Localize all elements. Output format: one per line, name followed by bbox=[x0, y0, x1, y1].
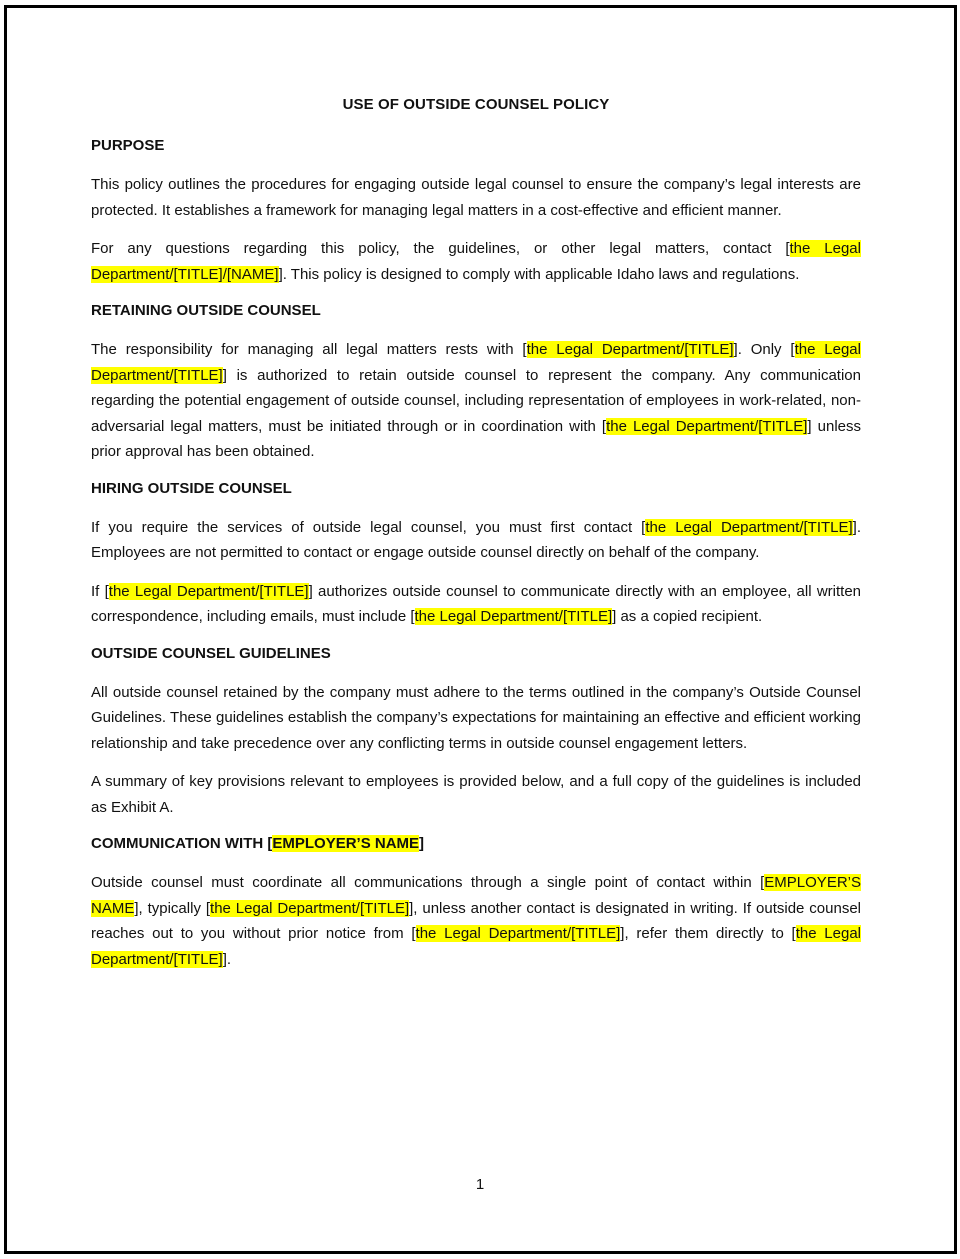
placeholder-highlight: the Legal Department/[TITLE] bbox=[414, 608, 613, 625]
placeholder-highlight: the Legal Department/[TITLE] bbox=[108, 582, 309, 600]
placeholder-highlight: the Legal Department/[TITLE] bbox=[526, 341, 734, 358]
communication-paragraph-1 bbox=[91, 870, 861, 972]
placeholder-highlight: EMPLOYER’S NAME bbox=[272, 835, 420, 852]
retaining-paragraph-1 bbox=[91, 337, 861, 465]
heading-communication-with-employer bbox=[91, 833, 861, 855]
placeholder-highlight: EMPLOYER’S NAME bbox=[91, 874, 861, 917]
heading-outside-counsel-guidelines: OUTSIDE COUNSEL GUIDELINES bbox=[91, 644, 331, 662]
purpose-paragraph-1: This policy outlines the procedures for engaging outside legal counsel to ensure the company’s legal interests are protected. It establishes a framework for managing legal matters in a cost-effective and efficient manner. bbox=[91, 176, 861, 219]
guidelines-paragraph-2: A summary of key provisions relevant to employees is provided below, and a full copy of the guidelines is included as Exhibit A. bbox=[91, 773, 861, 816]
text-run: ]. Employees are not permitted to contact or engage outside counsel directly on behalf of the company. bbox=[91, 518, 862, 561]
text-run: If [ bbox=[91, 582, 109, 600]
heading-purpose: PURPOSE bbox=[91, 137, 165, 154]
text-run: ] unless prior approval has been obtained. bbox=[91, 417, 861, 460]
document-title: USE OF OUTSIDE COUNSEL POLICY bbox=[342, 96, 610, 113]
placeholder-highlight: the Legal Department/[TITLE] bbox=[645, 518, 853, 536]
text-run: ]. bbox=[222, 950, 232, 968]
hiring-paragraph-1 bbox=[91, 515, 861, 566]
text-run: Outside counsel must coordinate all communications through a single point of contact within [ bbox=[91, 874, 765, 891]
placeholder-highlight: the Legal Department/[TITLE] bbox=[415, 925, 621, 942]
purpose-paragraph-2 bbox=[91, 236, 861, 287]
placeholder-highlight: the Legal Department/[TITLE] bbox=[91, 925, 861, 968]
text-run: ], refer them directly to [ bbox=[620, 925, 796, 942]
text-run: COMMUNICATION WITH [ bbox=[91, 835, 273, 852]
document-body bbox=[91, 96, 861, 985]
text-run: ]. Only [ bbox=[733, 341, 795, 358]
text-run: For any questions regarding this policy, the guidelines, or other legal matters, contact [ bbox=[91, 240, 790, 257]
placeholder-highlight: the Legal Department/[TITLE] bbox=[210, 899, 410, 917]
heading-retaining-outside-counsel: RETAINING OUTSIDE COUNSEL bbox=[91, 302, 321, 319]
text-run: ] authorizes outside counsel to communicate directly with an employee, all written correspondence, including emails, must include [ bbox=[91, 582, 861, 625]
placeholder-highlight: the Legal Department/[TITLE]/[NAME] bbox=[91, 240, 861, 283]
text-run: ], typically [ bbox=[134, 899, 211, 917]
heading-hiring-outside-counsel: HIRING OUTSIDE COUNSEL bbox=[91, 479, 292, 497]
text-run: The responsibility for managing all legal matters rests with [ bbox=[91, 341, 527, 358]
text-run: ] as a copied recipient. bbox=[612, 608, 763, 625]
text-run: ], unless another contact is designated in writing. If outside counsel reaches out to you without prior notice from [ bbox=[91, 899, 861, 942]
text-run: ] is authorized to retain outside counsel to represent the company. Any communication regarding the potential engagement of outside counsel, including representation of employees in work-related, non-adversarial legal matters, must be initiated through or in coordination with [ bbox=[91, 366, 861, 435]
hiring-paragraph-2 bbox=[91, 579, 861, 630]
placeholder-highlight: the Legal Department/[TITLE] bbox=[91, 341, 861, 384]
text-run: ]. This policy is designed to comply with applicable Idaho laws and regulations. bbox=[278, 265, 800, 283]
text-run: If you require the services of outside legal counsel, you must first contact [ bbox=[91, 518, 646, 536]
text-run: ] bbox=[419, 835, 425, 852]
placeholder-highlight: the Legal Department/[TITLE] bbox=[606, 417, 808, 435]
page-number: 1 bbox=[475, 1176, 485, 1193]
guidelines-paragraph-1: All outside counsel retained by the company must adhere to the terms outlined in the company’s Outside Counsel Guidelines. These guidelines establish the company’s expectations for maintaining an effective and efficient working relationship and take precedence over any conflicting terms in outside counsel engagement letters. bbox=[91, 683, 861, 752]
